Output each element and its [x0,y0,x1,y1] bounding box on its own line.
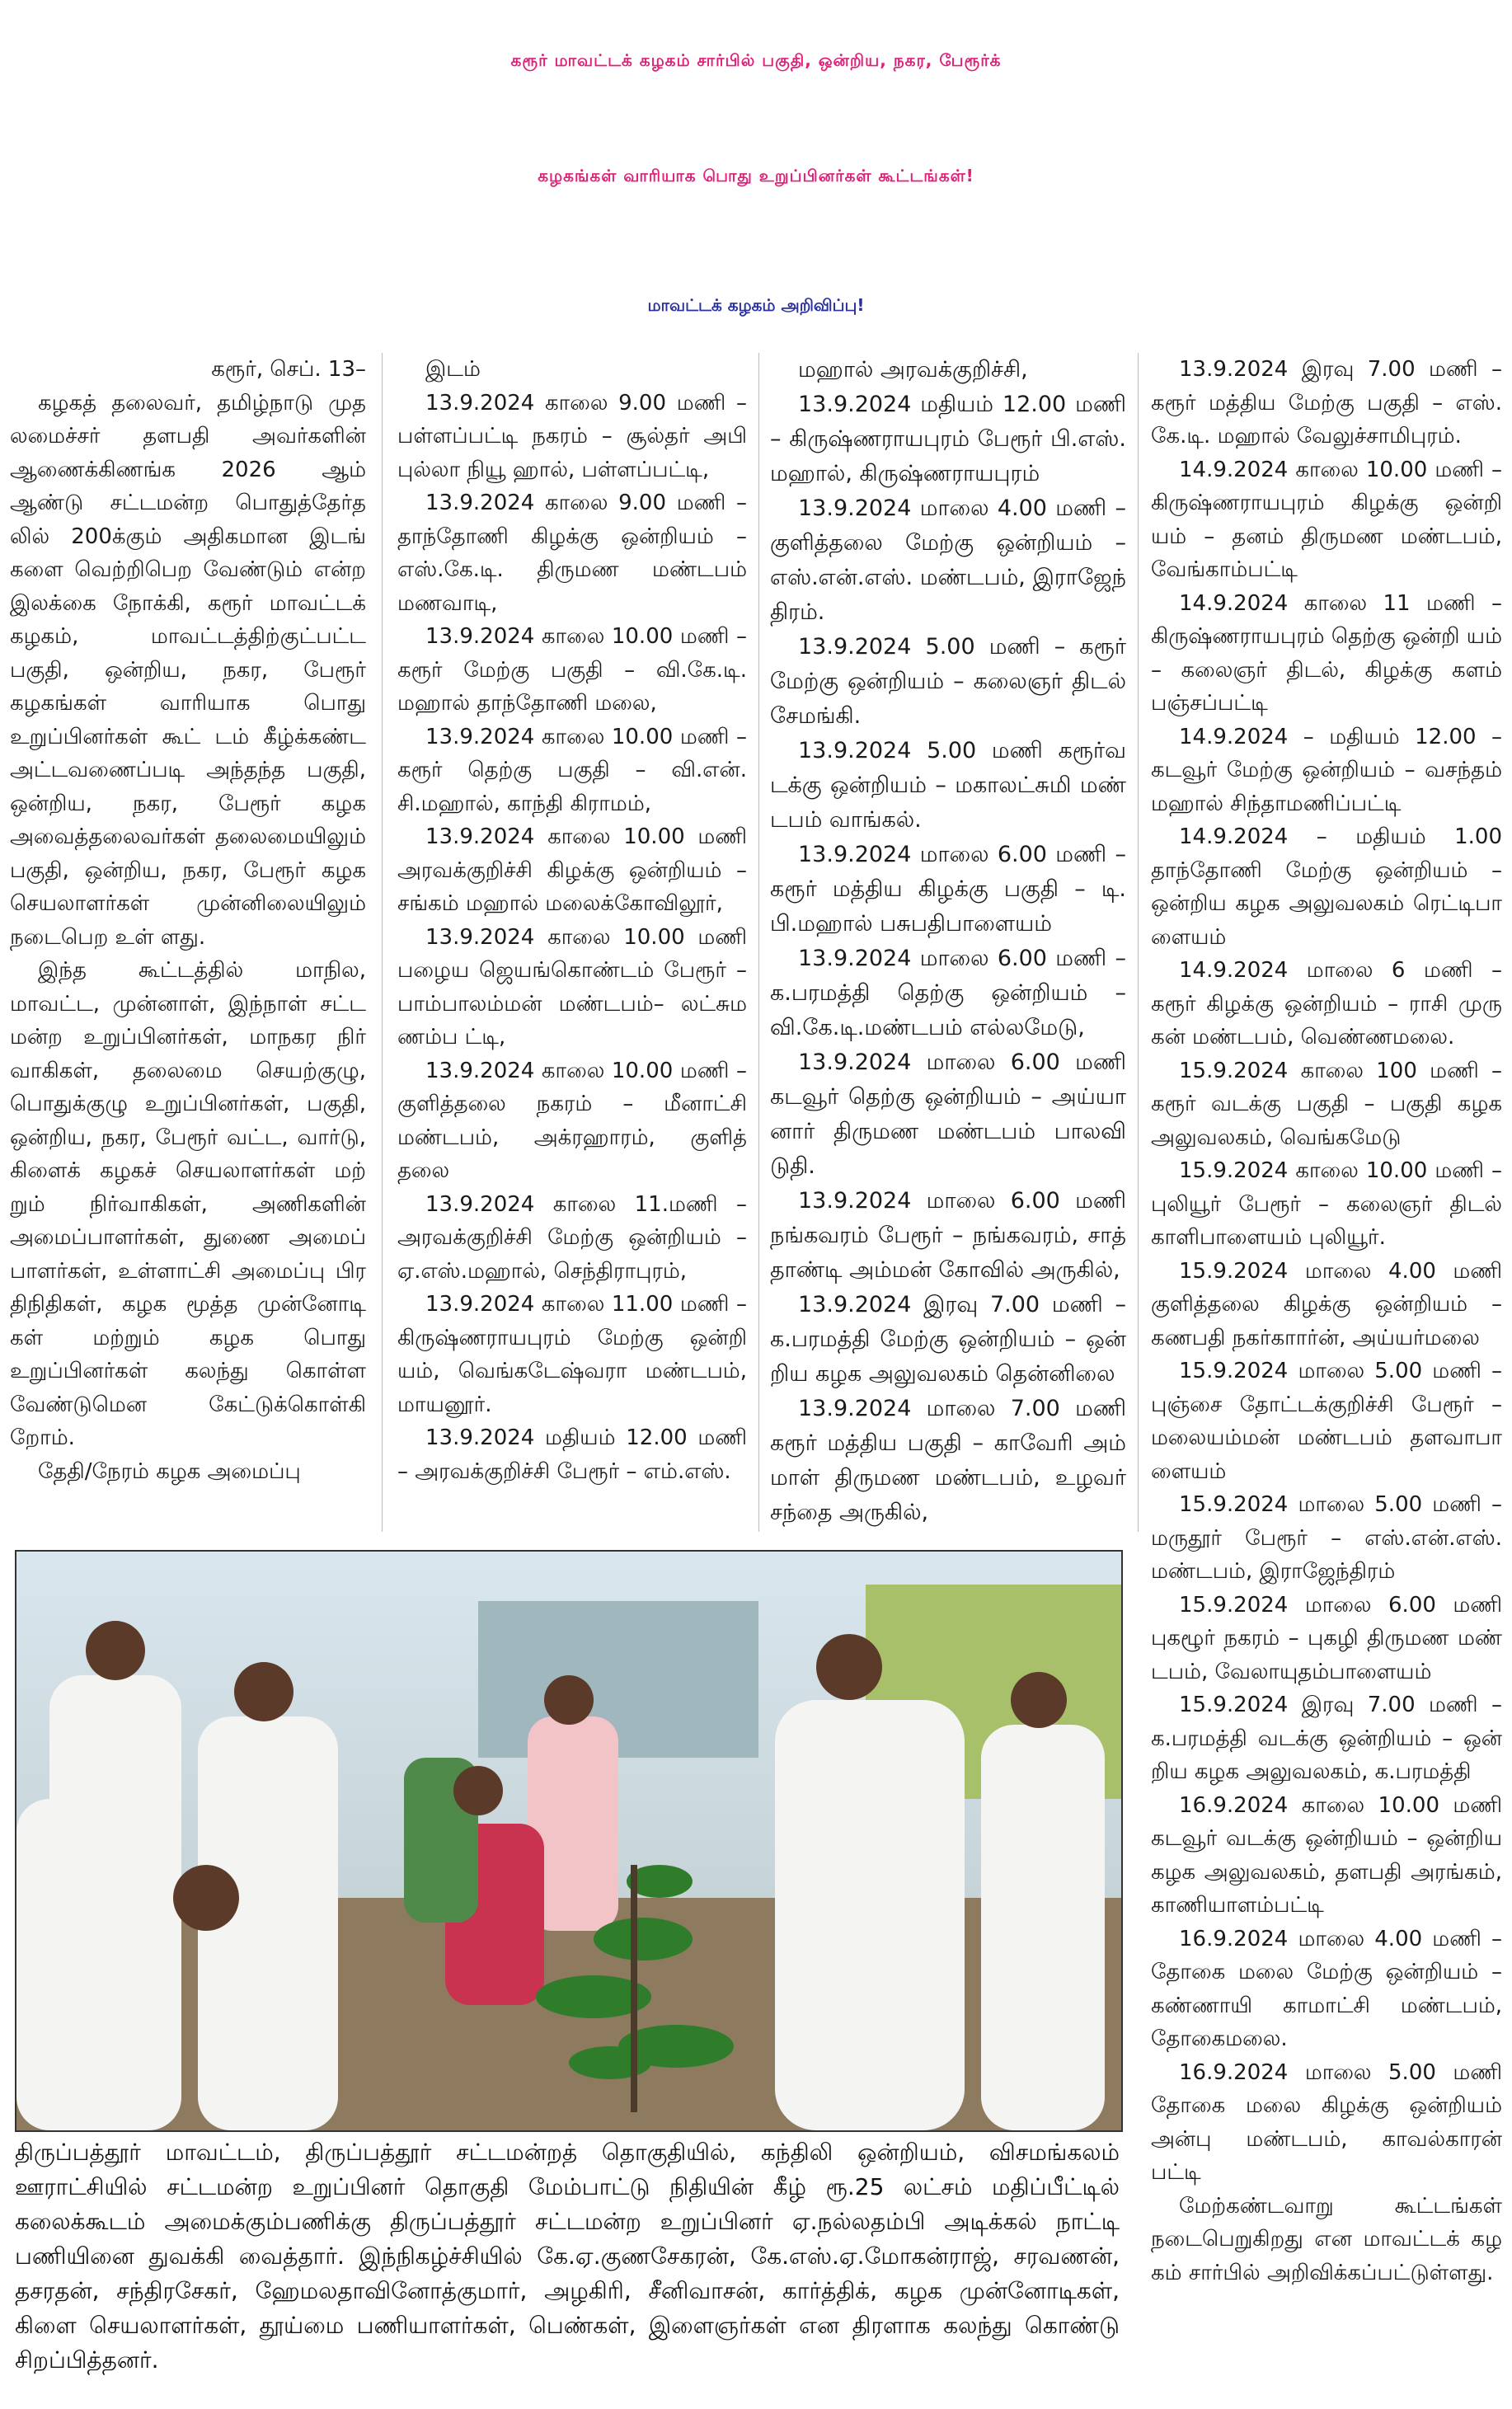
article-paragraph: தேதி/நேரம் கழக அமைப்பு [38,1458,301,1484]
article-paragraph: 13.9.2024 மாலை 6.00 மணி – க.பரமத்தி தெற்கு ஒன்றியம் – வி.கே.டி.மண்டபம் எல்லமேடு, [770,946,1126,1040]
article-paragraph: 16.9.2024 மாலை 4.00 மணி – தோகை மலை மேற்கு ஒன்றியம் – கண்ணாயி காமாட்சி மண்டபம், தோகைமலை. [1151,1926,1502,2051]
photo-caption: திருப்பத்தூர் மாவட்டம், திருப்பத்தூர் சட்டமன்றத் தொகுதியில், கந்திலி ஒன்றியம், விசமங்கலம் ஊராட்சியில் சட்டமன்ற உறுப்பினர் தொகுதி மேம்பாட்டு நிதியின் கீழ் ரூ.25 லட்சம் மதிப்பீட்டில் கலைக்கூடம் அமைக்கும்பணிக்கு திருப்பத்தூர் சட்டமன்ற உறுப்பினர் ஏ.நல்லதம்பி அடிக்கல் நாட்டி பணியினை துவக்கி வைத்தார். இந்நிகழ்ச்சியில் கே.ஏ.குணசேகரன், கே.எஸ்.ஏ.மோகன்ராஜ், சரவணன், தசரதன், சந்திரசேகர், ஹேமலதாவினோத்குமார், அழகிரி, சீனிவாசன், கார்த்திக், கழக முன்னோடிகள், கிளை செயலாளர்கள், தூய்மை பணியாளர்கள், பெண்கள், இளைஞர்கள் என திரளாக கலந்து கொண்டு சிறப்பித்தனர். [15,2139,1120,2374]
column-divider [758,353,759,1532]
article-paragraph: 13.9.2024 காலை 9.00 மணி – பள்ளப்பட்டி நகரம் – சூல்தர் அபி புல்லா நியூ ஹால், பள்ளப்பட்டி, [397,390,747,482]
article-paragraph: 13.9.2024 காலை 10.00 மணி அரவக்குறிச்சி கிழக்கு ஒன்றியம் – சங்கம் மஹால் மலைக்கோவிலூர், [397,824,747,916]
article-paragraph: கரூர், செப். 13– [211,357,366,382]
article-paragraph: 13.9.2024 காலை 11.மணி – அரவக்குறிச்சி மேற்கு ஒன்றியம் – ஏ.எஸ்.மஹால், செந்திராபுரம், [397,1191,747,1284]
article-paragraph: 13.9.2024 5.00 மணி – கரூர் மேற்கு ஒன்றியம் – கலைஞர் திடல் சேமங்கி. [770,634,1126,729]
headline-line-2: கழகங்கள் வாரியாக பொது உறுப்பினர்கள் கூட்டங்கள்! [538,166,974,185]
article-paragraph: 13.9.2024 இரவு 7.00 மணி – க.பரமத்தி மேற்கு ஒன்றியம் – ஒன் றிய கழக அலுவலகம் தென்னிலை [770,1292,1126,1387]
article-paragraph: 13.9.2024 இரவு 7.00 மணி – கரூர் மத்திய மேற்கு பகுதி – எஸ். கே.டி. மஹால் வேலுச்சாமிபுரம். [1151,357,1502,448]
article-paragraph: 16.9.2024 மாலை 5.00 மணி தோகை மலை கிழக்கு ஒன்றியம் அன்பு மண்டபம், காவல்காரன் பட்டி [1151,2059,1502,2185]
article-paragraph: 13.9.2024 மதியம் 12.00 மணி – கிருஷ்ணராயபுரம் பேரூர் பி.எஸ். மஹால், கிருஷ்ணராயபுரம் [770,392,1126,486]
article-paragraph: 14.9.2024 மாலை 6 மணி – கரூர் கிழக்கு ஒன்றியம் – ராசி முரு கன் மண்டபம், வெண்ணமலை. [1151,958,1502,1050]
article-paragraph: 15.9.2024 காலை 10.00 மணி – புலியூர் பேரூர் – கலைஞர் திடல் காளிபாளையம் புலியூர். [1151,1158,1502,1250]
article-paragraph: 15.9.2024 மாலை 4.00 மணி குளித்தலை கிழக்கு ஒன்றியம் – கணபதி நகர்காார்ன், அய்யர்மலை [1151,1258,1502,1350]
column-divider [1138,353,1139,1532]
article-column-1 [10,353,366,1488]
article-paragraph: 15.9.2024 மாலை 6.00 மணி புகழூர் நகரம் – புகழி திருமண மண் டபம், வேலாயுதம்பாளையம் [1151,1592,1502,1684]
article-column-3 [770,353,1126,1530]
article-paragraph: 14.9.2024 காலை 11 மணி – கிருஷ்ணராயபுரம் தெற்கு ஒன்றி யம் – கலைஞர் திடல், கிழக்கு களம் பஞ்சப்பட்டி [1151,590,1502,716]
article-paragraph: 13.9.2024 மாலை 6.00 மணி கடவூர் தெற்கு ஒன்றியம் – அய்யா னார் திருமண மண்டபம் பாலவி டுதி. [770,1050,1126,1179]
article-paragraph: 13.9.2024 மதியம் 12.00 மணி – அரவக்குறிச்சி பேரூர் – எம்.எஸ். [397,1425,747,1484]
article-paragraph: 13.9.2024 காலை 10.00 மணி – குளித்தலை நகரம் – மீனாட்சி மண்டபம், அக்ரஹாரம், குளித் தலை [397,1058,747,1183]
article-paragraph: 13.9.2024 மாலை 6.00 மணி – கரூர் மத்திய கிழக்கு பகுதி – டி. பி.மஹால் பசுபதிபாளையம் [770,842,1126,937]
article-paragraph: மேற்கண்டவாறு கூட்டங்கள் நடைபெறுகிறது என மாவட்டக் கழ கம் சார்பில் அறிவிக்கப்பட்டுள்ளது. [1151,2193,1502,2285]
article-paragraph: 16.9.2024 காலை 10.00 மணி கடவூர் வடக்கு ஒன்றியம் – ஒன்றிய கழக அலுவலகம், தளபதி அரங்கம், காணியாளம்பட்டி [1151,1792,1502,1918]
article-paragraph: 13.9.2024 காலை 11.00 மணி – கிருஷ்ணராயபுரம் மேற்கு ஒன்றி யம், வெங்கடேஷ்வரா மண்டபம், மாயனூர். [397,1292,747,1417]
article-paragraph: 13.9.2024 5.00 மணி கரூர்வ டக்கு ஒன்றியம் – மகாலட்சுமி மண் டபம் வாங்கல். [770,738,1126,833]
article-paragraph: 13.9.2024 மாலை 7.00 மணி கரூர் மத்திய பகுதி – காவேரி அம் மாள் திருமண மண்டபம், உழவர் சந்தை அருகில், [770,1396,1126,1525]
article-paragraph: 15.9.2024 காலை 100 மணி – கரூர் வடக்கு பகுதி – பகுதி கழக அலுவலகம், வெங்கமேடு [1151,1058,1502,1150]
article-paragraph: இடம் [425,357,481,382]
article-paragraph: 13.9.2024 காலை 9.00 மணி – தாந்தோணி கிழக்கு ஒன்றியம் – எஸ்.கே.டி. திருமண மண்டபம் மணவாடி, [397,491,747,616]
article-paragraph: 13.9.2024 காலை 10.00 மணி – கரூர் மேற்கு பகுதி – வி.கே.டி. மஹால் தாந்தோணி மலை, [397,624,747,716]
article-paragraph: 15.9.2024 மாலை 5.00 மணி – புஞ்சை தோட்டக்குறிச்சி பேரூர் – மலையம்மன் மண்டபம் தளவாபா ளையம் [1151,1359,1502,1484]
news-photo [15,1550,1123,2132]
tree-planting-photo [16,1552,1121,2130]
sub-headline: மாவட்டக் கழகம் அறிவிப்பு! [647,295,865,315]
article-paragraph: 14.9.2024 – மதியம் 1.00 தாந்தோணி மேற்கு ஒன்றியம் – ஒன்றிய கழக அலுவலகம் ரெட்டிபா ளையம் [1151,824,1502,950]
article-paragraph: 13.9.2024 மாலை 6.00 மணி நங்கவரம் பேரூர் – நங்கவரம், சாத் தாண்டி அம்மன் கோவில் அருகில், [770,1188,1126,1283]
article-paragraph: 14.9.2024 – மதியம் 12.00 – கடவூர் மேற்கு ஒன்றியம் – வசந்தம் மஹால் சிந்தாமணிப்பட்டி [1151,724,1502,816]
article-column-4 [1151,353,1502,2289]
article-paragraph: இந்த கூட்டத்தில் மாநில, மாவட்ட, முன்னாள், இந்நாள் சட்ட மன்ற உறுப்பினர்கள், மாநகர நிர் வாகிகள், தலைமை செயற்குழு, பொதுக்குழு உறுப்பினர்கள், பகுதி, ஒன்றிய, நகர, பேரூர் வட்ட, வார்டு, கிளைக் கழகச் செயலாளர்கள் மற் றும் நிர்வாகிகள், அணிகளின் அமைப்பாளர்கள், துணை அமைப் பாளர்கள், உள்ளாட்சி அமைப்பு பிர திநிதிகள், கழக மூத்த முன்னோடி கள் மற்றும் கழக பொது உறுப்பினர்கள் கலந்து கொள்ள வேண்டுமென கேட்டுக்கொள்கி றோம். [10,958,366,1450]
article-paragraph: 15.9.2024 மாலை 5.00 மணி – மருதூர் பேரூர் – எஸ்.என்.எஸ். மண்டபம், இராஜேந்திரம் [1151,1492,1502,1584]
article-paragraph: 14.9.2024 காலை 10.00 மணி – கிருஷ்ணராயபுரம் கிழக்கு ஒன்றி யம் – தனம் திருமண மண்டபம், வேங்காம்பட்டி [1151,457,1502,582]
column-divider [382,353,383,1532]
article-paragraph: 13.9.2024 மாலை 4.00 மணி – குளித்தலை மேற்கு ஒன்றியம் – எஸ்.என்.எஸ். மண்டபம், இராஜேந் திரம். [770,495,1126,625]
article-paragraph: மஹால் அரவக்குறிச்சி, [798,357,1028,383]
headline-line-1: கரூர் மாவட்டக் கழகம் சார்பில் பகுதி, ஒன்றிய, நகர, பேரூர்க் [510,50,1002,70]
article-paragraph: 15.9.2024 இரவு 7.00 மணி – க.பரமத்தி வடக்கு ஒன்றியம் – ஒன் றிய கழக அலுவலகம், க.பரமத்தி [1151,1693,1502,1784]
article-column-2 [397,353,747,1488]
article-paragraph: 13.9.2024 காலை 10.00 மணி பழைய ஜெயங்கொண்டம் பேரூர் – பாம்பாலம்மன் மண்டபம்– லட்சும ணம்ப ட்டி, [397,924,747,1050]
article-paragraph: 13.9.2024 காலை 10.00 மணி – கரூர் தெற்கு பகுதி – வி.என். சி.மஹால், காந்தி கிராமம், [397,724,747,816]
article-paragraph: கழகத் தலைவர், தமிழ்நாடு முத லமைச்சர் தளபதி அவர்களின் ஆணைக்கிணங்க 2026 ஆம் ஆண்டு சட்டமன்ற பொதுத்தேர்த லில் 200க்கும் அதிகமான இடங் களை வெற்றிபெற வேண்டும் என்ற இலக்கை நோக்கி, கரூர் மாவட்டக் கழகம், மாவட்டத்திற்குட்பட்ட பகுதி, ஒன்றிய, நகர, பேரூர் கழகங்கள் வாரியாக பொது உறுப்பினர்கள் கூட் டம் கீழ்க்கண்ட அட்டவணைப்படி அந்தந்த பகுதி, ஒன்றிய, நகர, பேரூர் கழக அவைத்தலைவர்கள் தலைமையிலும் பகுதி, ஒன்றிய, நகர, பேரூர் கழக செயலாளர்கள் முன்னிலையிலும் நடைபெற உள் ளது. [10,390,366,950]
